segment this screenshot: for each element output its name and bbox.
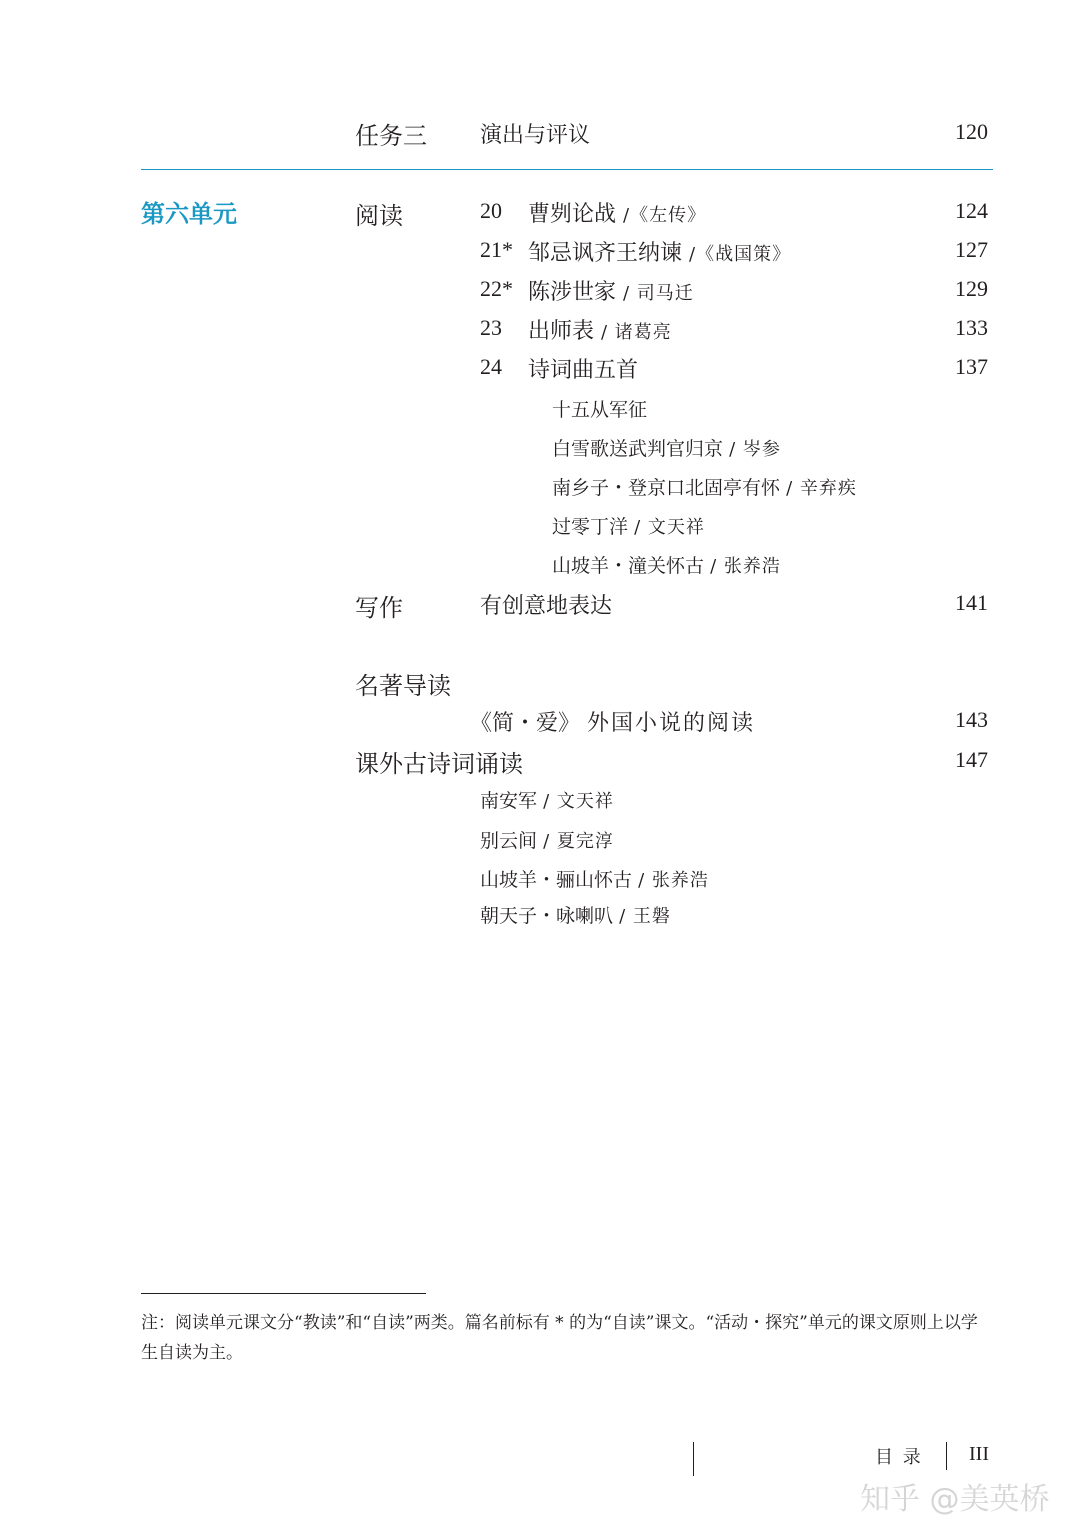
lesson-page: 129 [955,276,988,301]
lesson-title[interactable]: 邹忌讽齐王纳谏 /《战国策》 [528,241,792,266]
lesson-number: 20 [480,198,502,223]
lesson-title[interactable]: 曹刿论战 /《左传》 [528,202,707,227]
extra-label: 课外古诗词诵读 [355,750,523,778]
classics-page: 143 [955,707,988,732]
lesson-title[interactable]: 出师表 / 诸葛亮 [528,319,672,344]
lesson-title[interactable]: 诗词曲五首 [528,358,639,383]
poem-item[interactable]: 白雪歌送武判官归京 / 岑参 [552,438,781,460]
lesson-number: 24 [480,354,502,379]
writing-page: 141 [955,590,988,615]
lesson-title[interactable]: 陈涉世家 / 司马迁 [528,280,694,305]
lesson-page: 133 [955,315,988,340]
lesson-page: 127 [955,237,988,262]
poem-item[interactable]: 南乡子・登京口北固亭有怀 / 辛弃疾 [552,477,857,499]
task-title[interactable]: 演出与评议 [480,123,591,148]
footer-page: III [969,1443,989,1465]
classics-item[interactable]: 《简・爱》 外国小说的阅读 [470,711,756,736]
poem-item[interactable]: 十五从军征 [552,399,648,421]
footer-section: 目 录 [875,1447,923,1468]
extra-poem[interactable]: 朝天子・咏喇叭 / 王磐 [480,905,671,927]
lesson-number: 23 [480,315,502,340]
extra-page: 147 [955,747,988,772]
lesson-number: 22* [480,276,513,301]
lesson-page: 124 [955,198,988,223]
extra-poem[interactable]: 山坡羊・骊山怀古 / 张养浩 [480,869,709,891]
task-page: 120 [955,119,988,144]
poem-item[interactable]: 山坡羊・潼关怀古 / 张养浩 [552,555,781,577]
task-label: 任务三 [355,122,427,150]
section-divider [141,169,993,170]
reading-label: 阅读 [355,202,403,230]
classics-label: 名著导读 [355,672,451,700]
footer-divider [946,1442,947,1470]
footnote: 注：阅读单元课文分“教读”和“自读”两类。篇名前标有 * 的为“自读”课文。“活动・探究”单元的课文原则上以学生自读为主。 [141,1313,978,1363]
lesson-number: 21* [480,237,513,262]
footnote-rule [141,1293,426,1294]
lesson-page: 137 [955,354,988,379]
footer-divider [693,1442,694,1476]
extra-poem[interactable]: 南安军 / 文天祥 [480,790,614,812]
unit-title: 第六单元 [141,199,237,228]
poem-item[interactable]: 过零丁洋 / 文天祥 [552,516,705,538]
extra-poem[interactable]: 别云间 / 夏完淳 [480,830,614,852]
writing-title[interactable]: 有创意地表达 [480,594,613,619]
writing-label: 写作 [355,594,403,622]
watermark: 知乎 @美英桥 [860,1482,1050,1517]
